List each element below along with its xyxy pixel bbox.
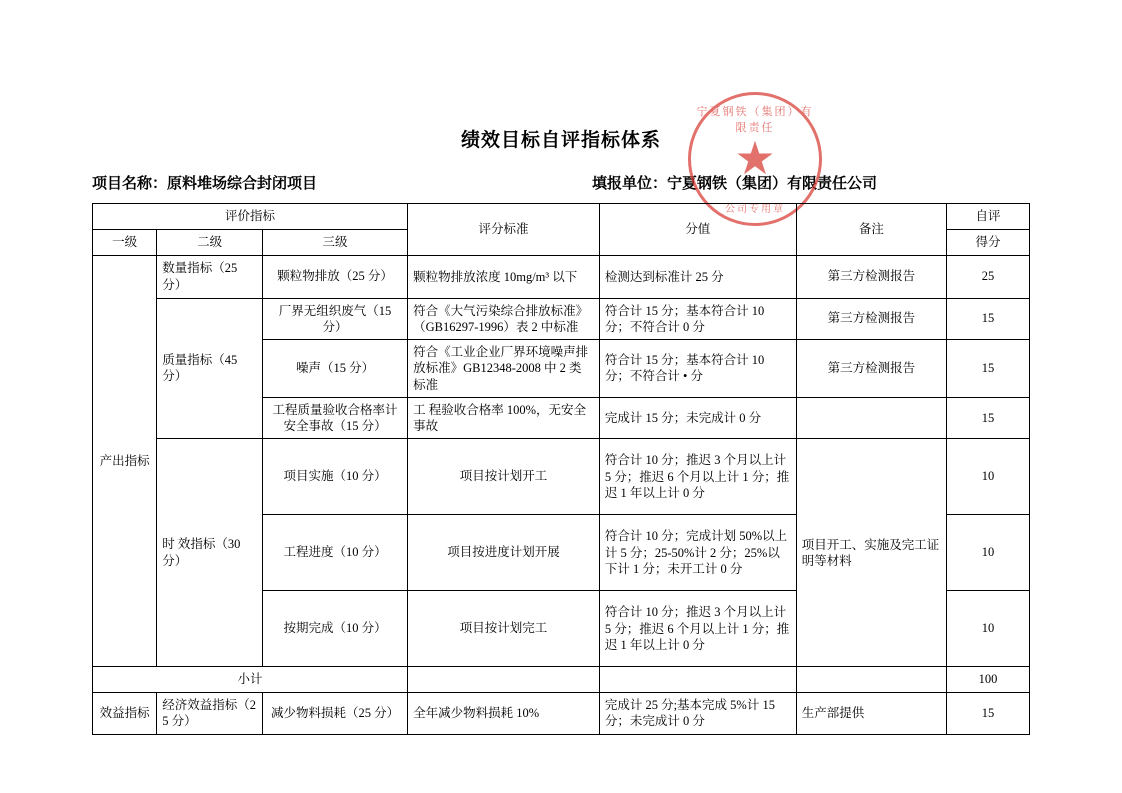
cell-score-6: 10 <box>947 515 1030 591</box>
cell-value-6: 符合计 10 分；完成计划 50%以上计 5 分；25-50%计 2 分；25%以下计 1 分；未开工计 0 分 <box>599 515 796 591</box>
cell-level3-on-time-completion: 按期完成（10 分） <box>262 591 407 667</box>
cell-level2-economic-benefit: 经济效益指标（25 分） <box>157 693 263 735</box>
cell-level3-particulate: 颗粒物排放（25 分） <box>262 255 407 298</box>
cell-value-3: 符合计 15 分；基本符合计 10 分；不符合计 • 分 <box>599 340 796 398</box>
cell-score-2: 15 <box>947 298 1030 340</box>
cell-standard-5: 项目按计划开工 <box>408 439 600 515</box>
cell-level1-benefit: 效益指标 <box>93 693 157 735</box>
cell-standard-7: 项目按计划完工 <box>408 591 600 667</box>
table-row <box>93 439 1030 515</box>
seal-bottom-text: 公司专用章 <box>725 204 785 215</box>
subtotal-label: 小计 <box>93 667 408 693</box>
header-level2: 二级 <box>157 229 263 255</box>
cell-remark-3: 第三方检测报告 <box>796 340 946 398</box>
cell-level3-implementation: 项目实施（10 分） <box>262 439 407 515</box>
header-self-score: 得分 <box>947 229 1030 255</box>
cell-standard-6: 项目按进度计划开展 <box>408 515 600 591</box>
page-title: 绩效目标自评指标体系 <box>460 130 661 151</box>
cell-value-1: 检测达到标准计 25 分 <box>599 255 796 298</box>
reporting-unit-label: 填报单位： <box>592 175 668 192</box>
table-header-row-1 <box>93 204 1030 230</box>
header-remark: 备注 <box>796 204 946 256</box>
cell-level3-noise: 噪声（15 分） <box>262 340 407 398</box>
cell-standard-1: 颗粒物排放浓度 10mg/m³ 以下 <box>408 255 600 298</box>
table-row <box>93 693 1030 735</box>
cell-score-1: 25 <box>947 255 1030 298</box>
header-score-value: 分值 <box>599 204 796 256</box>
cell-remark-1: 第三方检测报告 <box>796 255 946 298</box>
project-name-label: 项目名称： <box>92 175 168 192</box>
header-level3: 三级 <box>262 229 407 255</box>
reporting-unit-field <box>592 172 877 193</box>
cell-level2-quality: 质量指标（45 分） <box>157 298 263 439</box>
header-eval-index: 评价指标 <box>93 204 408 230</box>
header-score-standard: 评分标准 <box>408 204 600 256</box>
cell-remark-8: 生产部提供 <box>796 693 946 735</box>
cell-value-2: 符合计 15 分；基本符合计 10 分；不符合计 0 分 <box>599 298 796 340</box>
cell-level2-quantity: 数量指标（25 分） <box>157 255 263 298</box>
seal-top-text: 宁夏钢铁（集团）有限责任 <box>696 106 814 134</box>
subtotal-score: 100 <box>947 667 1030 693</box>
reporting-unit-value: 宁夏钢铁（集团）有限责任公司 <box>667 175 878 192</box>
cell-value-4: 完成计 15 分；未完成计 0 分 <box>599 397 796 439</box>
cell-standard-2: 符合《大气污染综合排放标准》（GB16297-1996）表 2 中标准 <box>408 298 600 340</box>
table-row <box>93 298 1030 340</box>
cell-level3-fugitive-gas: 厂界无组织废气（15 分） <box>262 298 407 340</box>
project-name-field <box>92 172 317 193</box>
cell-standard-8: 全年减少物料损耗 10% <box>408 693 600 735</box>
cell-level3-quality-acceptance: 工程质量验收合格率计安全事故（15 分） <box>262 397 407 439</box>
subtotal-value-empty <box>599 667 796 693</box>
cell-score-5: 10 <box>947 439 1030 515</box>
seal-star-icon: ★ <box>734 133 776 184</box>
header-self-eval: 自评 <box>947 204 1030 230</box>
cell-score-3: 15 <box>947 340 1030 398</box>
cell-score-4: 15 <box>947 397 1030 439</box>
subtotal-row <box>93 667 1030 693</box>
cell-level3-material-loss: 减少物料损耗（25 分） <box>262 693 407 735</box>
cell-remark-4 <box>796 397 946 439</box>
cell-standard-3: 符合《工业企业厂界环境噪声排放标准》GB12348-2008 中 2 类标准 <box>408 340 600 398</box>
cell-remark-5: 项目开工、实施及完工证明等材料 <box>796 439 946 667</box>
cell-level2-timeliness: 时 效指标（30 分） <box>157 439 263 667</box>
project-name-value: 原料堆场综合封闭项目 <box>167 175 318 192</box>
cell-remark-2: 第三方检测报告 <box>796 298 946 340</box>
cell-level1-output: 产出指标 <box>93 255 157 667</box>
performance-indicator-table <box>92 203 1030 735</box>
cell-value-8: 完成计 25 分;基本完成 5%计 15 分；未完成计 0 分 <box>599 693 796 735</box>
cell-value-5: 符合计 10 分；推迟 3 个月以上计 5 分；推迟 6 个月以上计 1 分；推迟 1 年以上计 0 分 <box>599 439 796 515</box>
table-row <box>93 255 1030 298</box>
cell-value-7: 符合计 10 分；推迟 3 个月以上计 5 分；推迟 6 个月以上计 1 分；推迟 1 年以上计 0 分 <box>599 591 796 667</box>
cell-standard-4: 工 程验收合格率 100%，无安全事故 <box>408 397 600 439</box>
cell-score-8: 15 <box>947 693 1030 735</box>
header-level1: 一级 <box>93 229 157 255</box>
subtotal-remark-empty <box>796 667 946 693</box>
cell-score-7: 10 <box>947 591 1030 667</box>
cell-level3-progress: 工程进度（10 分） <box>262 515 407 591</box>
subtotal-standard-empty <box>408 667 600 693</box>
